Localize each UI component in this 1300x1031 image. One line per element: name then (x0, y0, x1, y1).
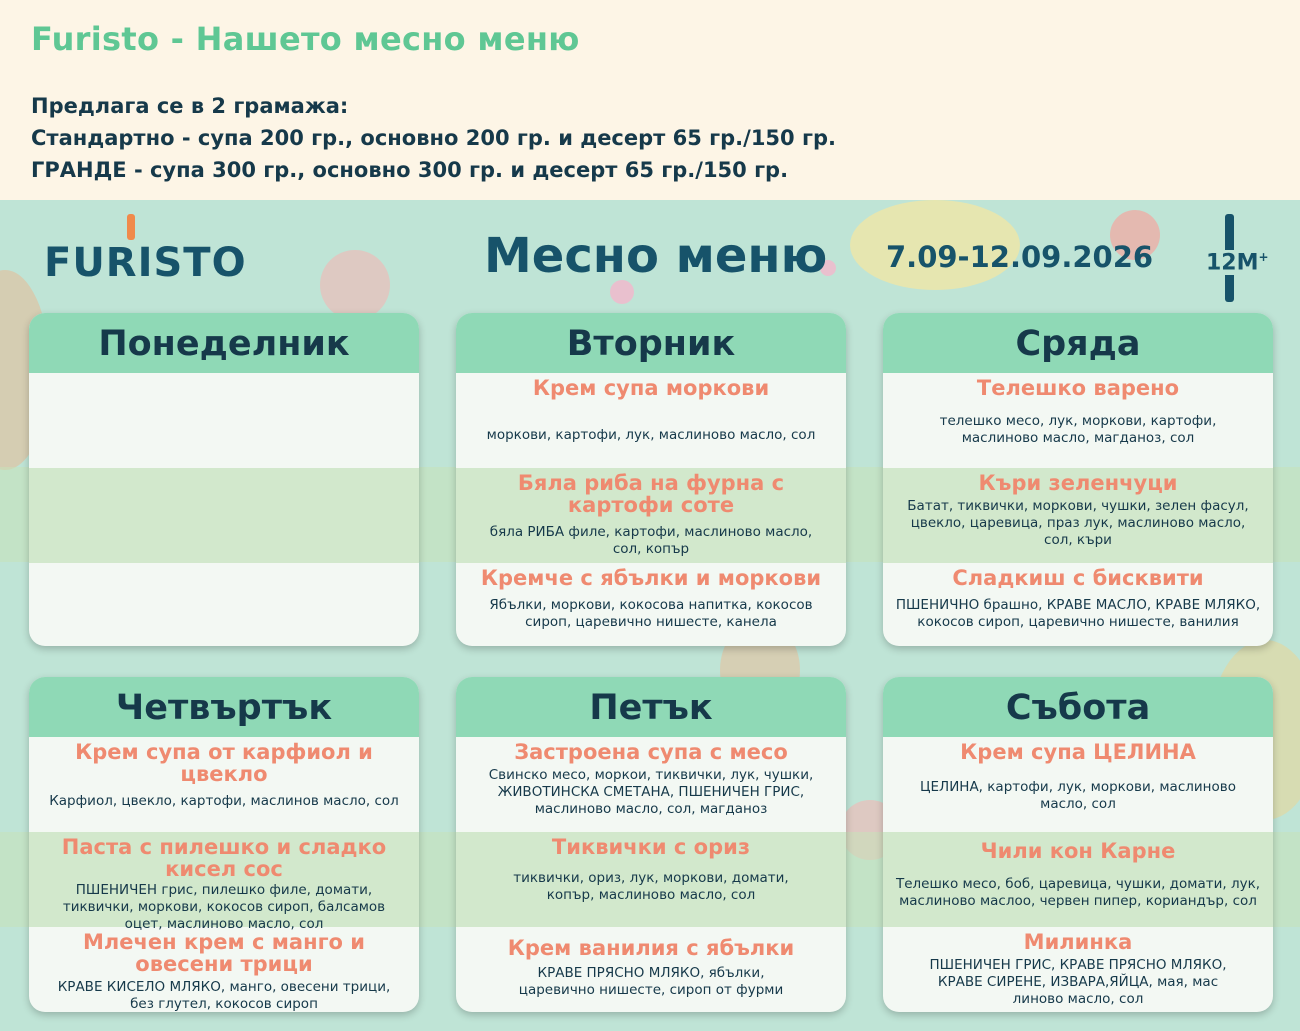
day-card-monday (29, 313, 419, 646)
header (0, 0, 1300, 200)
day-card-saturday (883, 677, 1273, 1012)
soup-slot (456, 373, 846, 468)
day-card-friday (456, 677, 846, 1012)
portions-line: ГРАНДЕ - супа 300 гр., основно 300 гр. и десерт 65 гр./150 гр. (31, 158, 789, 182)
portions-info (31, 90, 836, 186)
portions-line: Предлага се в 2 грамажа: (31, 94, 349, 118)
dish-ingredients: моркови, картофи, лук, маслиново масло, сол (486, 427, 816, 443)
decor-fruit (320, 250, 390, 320)
day-card-thursday (29, 677, 419, 1012)
dish-name: Крем супа моркови (532, 376, 770, 400)
dish-ingredients: Телешко месо, боб, царевица, чушки, домати, лук, маслиново маслоо, червен пипер, кориандър, сол (895, 876, 1261, 909)
day-name: Вторник (456, 313, 846, 373)
dish-name: Къри зеленчуци (978, 471, 1178, 495)
dish-name: Телешко варено (976, 376, 1180, 400)
soup-slot (883, 373, 1273, 468)
main-slot (29, 832, 419, 932)
dish-name: Застроена супа с месо (514, 740, 788, 764)
dessert-slot (456, 927, 846, 1012)
dish-name: Крем супа ЦЕЛИНА (960, 740, 1196, 764)
day-card-tuesday (456, 313, 846, 646)
dish-name: Чили кон Карне (980, 839, 1176, 863)
day-name: Сряда (883, 313, 1273, 373)
dish-name: Млечен крем с манго и овесени трици (82, 930, 366, 976)
dish-ingredients: ЦЕЛИНА, картофи, лук, моркови, маслиново масло, сол (920, 779, 1236, 812)
day-name: Петък (456, 677, 846, 737)
portions-line: Стандартно - супа 200 гр., основно 200 гр. и десерт 65 гр./150 гр. (31, 126, 836, 150)
dish-name: Тиквички с ориз (551, 835, 751, 859)
date-range: 7.09-12.09.2026 (886, 240, 1154, 274)
dish-ingredients: ПШЕНИЧЕН грис, пилешко филе, домати, тиквички, моркови, кокосов сироп, балсамов оцет, маслиново масло, сол (62, 882, 386, 932)
dish-ingredients: Батат, тиквички, моркови, чушки, зелен фасул, цвекло, царевица, праз лук, маслиново масло, сол, къри (907, 498, 1249, 548)
dish-name: Крем ванилия с ябълки (507, 936, 795, 960)
main-slot (456, 832, 846, 927)
age-value: 12M (1206, 250, 1259, 276)
dish-name: Кремче с ябълки и моркови (480, 566, 822, 590)
dessert-slot (883, 563, 1273, 646)
brand-logo: FURISTO (44, 240, 247, 286)
main-slot (883, 832, 1273, 927)
dish-ingredients: телешко месо, лук, моркови, картофи, маслиново масло, магданоз, сол (939, 413, 1217, 446)
dish-name: Милинка (1023, 930, 1133, 954)
menu-title: Месно меню (484, 228, 828, 284)
dish-name: Сладкиш с бисквити (952, 566, 1204, 590)
dish-ingredients: КРАВЕ КИСЕЛО МЛЯКО, манго, овесени трици, без глутел, кокосов сироп (57, 979, 391, 1012)
page-title: Furisto - Нашето месно меню (31, 20, 580, 58)
empty-slot (29, 563, 419, 646)
main-slot (456, 468, 846, 563)
day-name: Понеделник (29, 313, 419, 373)
main-slot (883, 468, 1273, 563)
empty-slot (29, 468, 419, 563)
dish-ingredients: КРАВЕ ПРЯСНО МЛЯКО, ябълки, царевично нишесте, сироп от фурми (518, 965, 784, 998)
dish-name: Крем супа от карфиол и цвекло (75, 740, 373, 786)
soup-slot (456, 737, 846, 832)
dish-name: Паста с пилешко и сладко кисел сос (61, 835, 387, 881)
day-card-wednesday (883, 313, 1273, 646)
carrot-icon (127, 214, 135, 240)
dish-ingredients: ПШЕНИЧЕН ГРИС, КРАВЕ ПРЯСНО МЛЯКО, КРАВЕ СИРЕНЕ, ИЗВАРА,ЯЙЦА, мая, мас линово масло, сол (929, 957, 1227, 1007)
soup-slot (29, 737, 419, 832)
day-name: Четвъртък (29, 677, 419, 737)
dish-ingredients: Ябълки, моркови, кокосова напитка, кокосов сироп, царевично нишесте, канела (489, 597, 813, 630)
dish-ingredients: ПШЕНИЧНО брашно, КРАВЕ МАСЛО, КРАВЕ МЛЯКО, кокосов сироп, царевично нишесте, ванилия (895, 597, 1261, 630)
empty-slot (29, 373, 419, 468)
dish-ingredients: бяла РИБА филе, картофи, маслиново масло, сол, копър (489, 524, 813, 557)
dish-ingredients: Свинско месо, моркои, тиквички, лук, чушки, ЖИВОТИНСКА СМЕТАНА, ПШЕНИЧЕН ГРИС, маслиново масло, сол, магданоз (488, 767, 814, 817)
dessert-slot (883, 927, 1273, 1012)
age-plus: + (1258, 250, 1269, 264)
soup-slot (883, 737, 1273, 832)
dish-ingredients: тиквички, ориз, лук, моркови, домати, копър, маслиново масло, сол (513, 870, 789, 903)
dessert-slot (456, 563, 846, 646)
dish-name: Бяла риба на фурна с картофи соте (517, 471, 785, 517)
day-name: Събота (883, 677, 1273, 737)
dessert-slot (29, 927, 419, 1012)
age-badge (1205, 250, 1270, 275)
dish-ingredients: Карфиол, цвекло, картофи, маслинов масло, сол (49, 793, 399, 809)
